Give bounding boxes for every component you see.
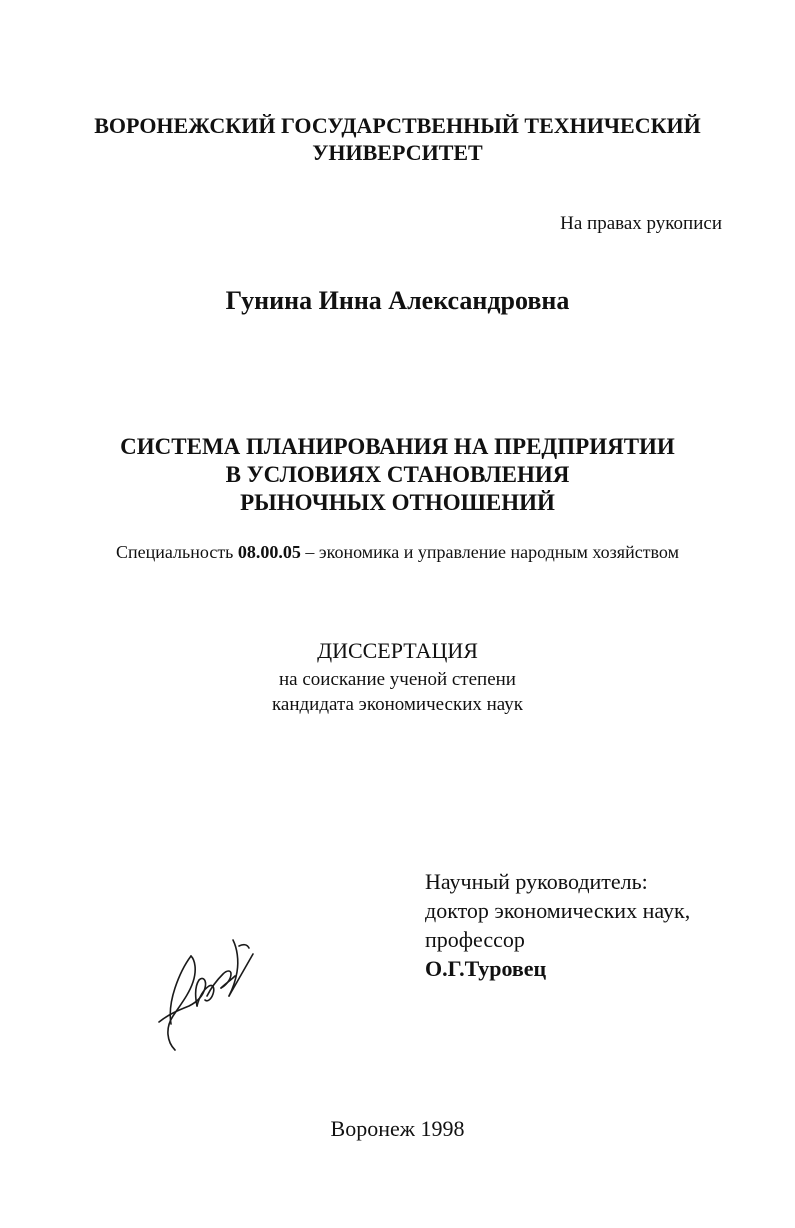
supervisor-degree: доктор экономических наук, [425,898,691,923]
title-line-3: РЫНОЧНЫХ ОТНОШЕНИЙ [240,490,555,515]
dissertation-type: ДИССЕРТАЦИЯ [317,638,478,663]
supervisor-name: О.Г.Туровец [425,956,547,981]
title-line-2: В УСЛОВИЯХ СТАНОВЛЕНИЯ [225,462,570,487]
city-year: Воронеж 1998 [330,1116,465,1141]
specialty-description: – экономика и управление народным хозяйством [300,542,679,562]
supervisor-rank: профессор [425,927,525,952]
handwritten-signature [145,930,260,1060]
specialty-code: 08.00.05 [237,542,301,562]
degree-sought [0,667,795,717]
university-line-2: УНИВЕРСИТЕТ [312,140,483,165]
specialty-prefix: Специальность [116,542,238,562]
degree-line-1: на соискание ученой степени [279,669,516,690]
dissertation-title [0,433,795,517]
specialty-line [0,540,795,564]
manuscript-note: На правах рукописи [560,213,722,234]
author-name: Гунина Инна Александровна [225,286,570,315]
supervisor-block [425,867,690,983]
university-line-1: ВОРОНЕЖСКИЙ ГОСУДАРСТВЕННЫЙ ТЕХНИЧЕСКИЙ [94,113,701,138]
degree-line-2: кандидата экономических наук [271,694,524,715]
university-name [0,112,795,166]
supervisor-label: Научный руководитель: [425,869,648,894]
title-line-1: СИСТЕМА ПЛАНИРОВАНИЯ НА ПРЕДПРИЯТИИ [120,434,675,459]
